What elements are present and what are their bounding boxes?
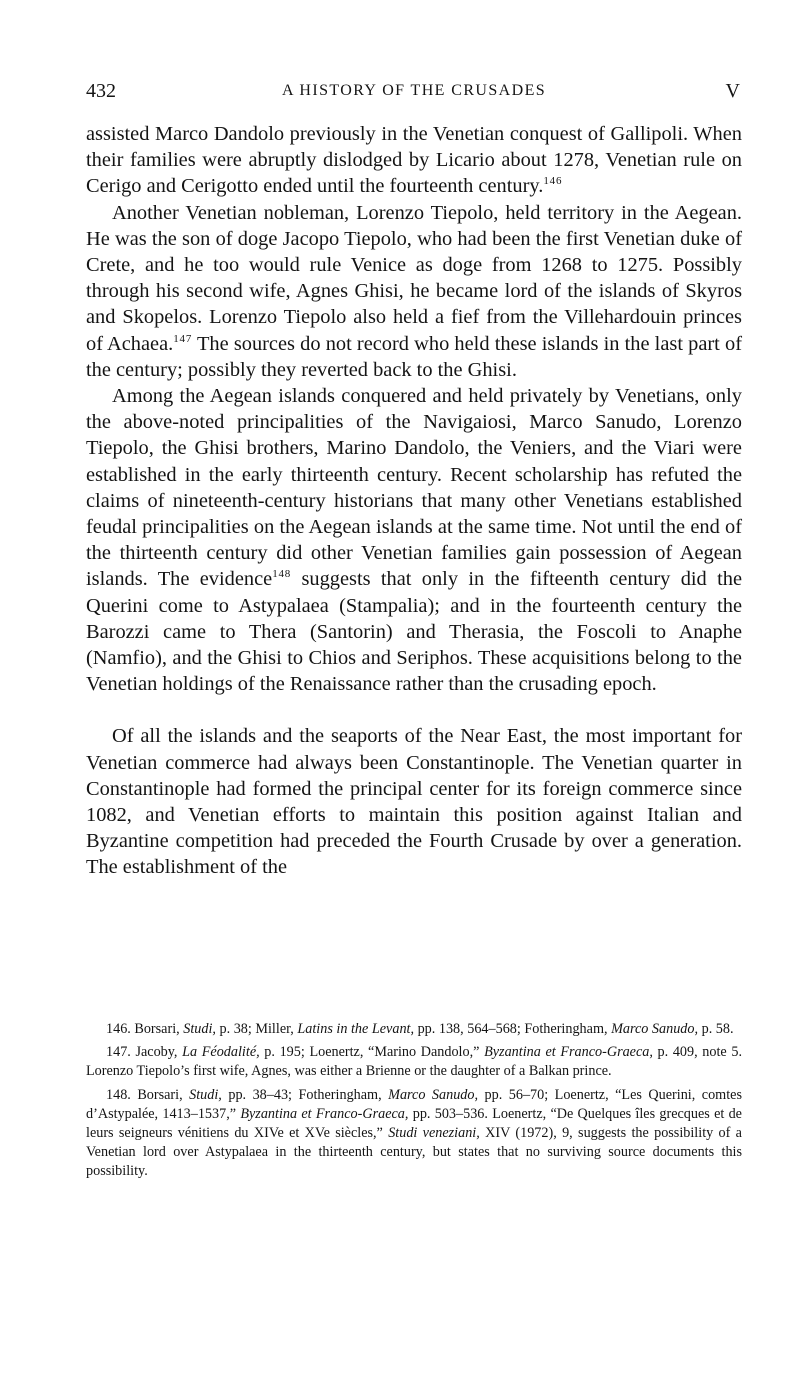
paragraph-text: Among the Aegean islands conquered and held privately by Venetians, only the above-noted principalities of the Navigaiosi, Marco Sanudo, Lorenzo Tiepolo, the Ghisi brothers, Marino Dandolo, the Veniers, and the Viari were established in the early thirteenth century. Recent scholarship has refuted the claims of nineteenth-century historians that many other Venetians established feudal principalities on the Aegean islands at the same time. Not until the end of the thirteenth century did other Venetian families gain possession of Aegean islands. The evidence	[86, 385, 742, 591]
footnote-citation-title: Marco Sanudo,	[611, 1021, 699, 1037]
paragraph	[86, 200, 742, 383]
paragraph	[86, 383, 742, 697]
section-break	[86, 697, 742, 723]
footnote	[86, 1020, 742, 1039]
footnote-text: 146. Borsari,	[106, 1021, 184, 1037]
footnote-citation-title: Latins in the Levant,	[297, 1021, 415, 1037]
footnote-citation-title: Studi,	[183, 1021, 216, 1037]
page-number: 432	[86, 80, 116, 102]
footnote-text: p. 38; Miller,	[215, 1021, 298, 1037]
paragraph-text: Another Venetian nobleman, Lorenzo Tiepolo, held territory in the Aegean. He was the son of doge Jacopo Tiepolo, who had been the first Venetian duke of Crete, and he too would rule Venice as doge from 1268 to 1275. Possibly through his second wife, Agnes Ghisi, he became lord of the islands of Skyros and Skopelos. Lorenzo Tiepolo also held a fief from the Villehardouin princes of Achaea.	[86, 201, 742, 355]
paragraph-text: Of all the islands and the seaports of the Near East, the most important for Venetian commerce had always been Constantinople. The Venetian quarter in Constantinople had formed the principal center for its foreign commerce since 1082, and Venetian efforts to maintain this position against Italian and Byzantine competition had preceded the Fourth Crusade by over a generation. The establishment of the	[86, 725, 742, 879]
footnote-reference[interactable]: 148	[272, 568, 292, 581]
paragraph-text: The sources do not record who held these islands in the last part of the century; possibly they reverted back to the Ghisi.	[86, 332, 742, 381]
footnote-reference[interactable]: 147	[173, 332, 193, 345]
footnote-citation-title: Byzantina et Franco-Graeca,	[484, 1044, 653, 1061]
footnote-text: p. 409, note 5. Lorenzo Tiepolo’s first wife, Agnes, was either a Brienne or the daughter of a Balkan prince.	[86, 1044, 742, 1080]
book-page	[86, 0, 742, 1380]
footnote-text: p. 58.	[698, 1021, 734, 1037]
paragraph-text: suggests that only in the fifteenth century did the Querini come to Astypalaea (Stampalia); and in the fourteenth century the Barozzi came to Thera (Santorin) and Therasia, the Foscoli to Anaphe (Namfio), and the Ghisi to Chios and Seriphos. These acquisitions belong to the Venetian holdings of the Renaissance rather than the crusading epoch.	[86, 568, 742, 696]
footnote-text: pp. 138, 564–568; Fotheringham,	[414, 1021, 612, 1037]
footnotes	[86, 1020, 742, 1186]
paragraph	[86, 121, 742, 200]
footnote	[86, 1043, 742, 1081]
footnote-text: 148. Borsari,	[106, 1086, 190, 1103]
footnote-text: pp. 38–43; Fotheringham,	[221, 1086, 389, 1103]
footnote-text: pp. 56–70; Loenertz, “Les Querini, comtes d’Astypalée, 1413–1537,”	[86, 1086, 742, 1122]
footnote-citation-title: Studi,	[189, 1086, 222, 1103]
running-head	[86, 80, 742, 106]
footnote	[86, 1086, 742, 1182]
footnote-text: XIV (1972), 9, suggests the possibility of a Venetian lord over Astypalaea in the thirteenth century, but states that no surviving source documents this possibility.	[86, 1125, 742, 1180]
paragraph	[86, 723, 742, 880]
footnote-text: pp. 503–536. Loenertz, “De Quelques îles grecques et de leurs seigneurs vénitiens du XIVe et XVe siècles,”	[86, 1105, 742, 1142]
section-number: V	[725, 80, 740, 102]
footnote-text: 147. Jacoby,	[106, 1044, 183, 1061]
footnote-citation-title: Studi veneziani,	[388, 1125, 480, 1142]
footnote-reference[interactable]: 146	[543, 175, 563, 188]
running-title: A HISTORY OF THE CRUSADES	[281, 82, 547, 99]
footnote-citation-title: La Féodalité,	[182, 1044, 260, 1061]
footnote-citation-title: Marco Sanudo,	[388, 1086, 479, 1103]
paragraph-text: assisted Marco Dandolo previously in the Venetian conquest of Gallipoli. When their families were abruptly dislodged by Licario about 1278, Venetian rule on Cerigo and Cerigotto ended until the fourteenth century.	[86, 123, 742, 198]
footnote-text: p. 195; Loenertz, “Marino Dandolo,”	[259, 1044, 485, 1061]
body-text	[86, 121, 742, 881]
footnote-citation-title: Byzantina et Franco-Graeca,	[240, 1105, 409, 1122]
